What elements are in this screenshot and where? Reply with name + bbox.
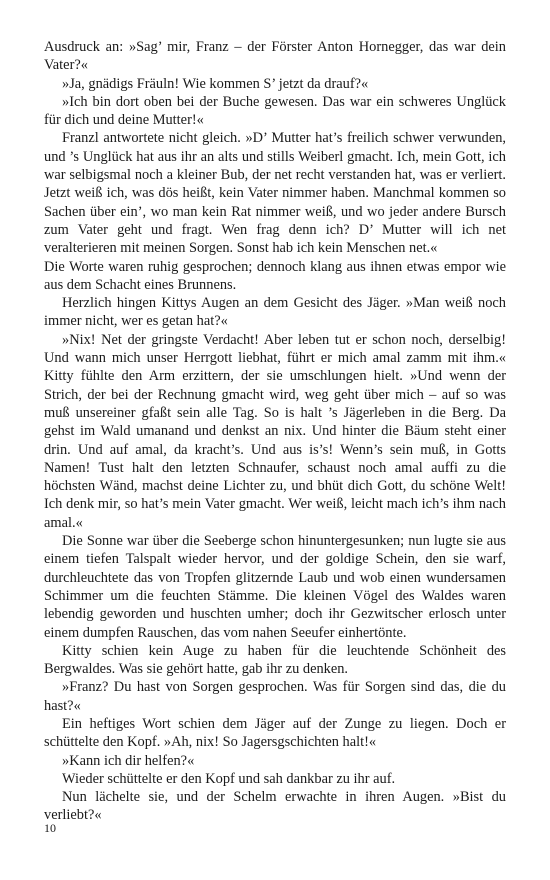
- page-number: 10: [44, 821, 56, 835]
- paragraph: Herzlich hingen Kittys Augen an dem Gesicht des Jäger. »Man weiß noch immer nicht, wer es getan hat?«: [44, 295, 506, 330]
- paragraph: Wieder schüttelte er den Kopf und sah dankbar zu ihr auf.: [62, 770, 396, 787]
- paragraph: »Ich bin dort oben bei der Buche gewesen. Das war ein schweres Unglück für dich und deine Mutter!«: [44, 93, 506, 129]
- book-page-text: [44, 38, 506, 825]
- paragraph: »Franz? Du hast von Sorgen gesprochen. Was für Sorgen sind das, die du hast?«: [44, 679, 506, 714]
- paragraph: Die Worte waren ruhig gesprochen; dennoch klang aus ihnen etwas empor wie aus dem Schacht eines Brunnens.: [44, 258, 506, 293]
- paragraph: Kitty schien kein Auge zu haben für die leuchtende Schönheit des Bergwaldes. Was sie gehört hatte, gab ihr zu denken.: [44, 642, 506, 678]
- paragraph: Ein heftiges Wort schien dem Jäger auf der Zunge zu liegen. Doch er schüttelte den Kopf. »Ah, nix! So Jagersgschichten halt!«: [44, 715, 506, 751]
- paragraph: »Ja, gnädigs Fräuln! Wie kommen S’ jetzt da drauf?«: [62, 75, 369, 92]
- paragraph: »Kann ich dir helfen?«: [62, 752, 195, 769]
- paragraph: Die Sonne war über die Seeberge schon hinuntergesunken; nun lugte sie aus einem tiefen Talspalt wieder hervor, und der goldige Schein, den sie warf, durchleuchtete das von Tropfen glitzernde Laub und wob einen wundersamen Schimmer um die feuchten Stämme. Die kleinen Vögel des Waldes waren lebendig geworden und huschten umher; doch ihr Gezwitscher erlosch unter einem dumpfen Rauschen, das vom nahen Seeufer einhertönte.: [44, 533, 506, 641]
- paragraph: Ausdruck an: »Sag’ mir, Franz – der Förster Anton Hornegger, das war dein Vater?«: [44, 39, 506, 74]
- paragraph: Franzl antwortete nicht gleich. »D’ Mutter hat’s freilich schwer verwunden, und ’s Unglück hat aus ihr an alts und stills Weiberl gmacht. Ich, mein Gott, ich war selbigsmal noch a kleiner Bub, der net recht verstanden hat, was er verliert. Jetzt weiß ich, was dös heißt, kein Vater nimmer haben. Manchmal kommen so Sachen über ein’, wo man kein Rat nimmer weiß, und wo jeder andere Bursch zum Vater geht und fragt. Wen frag denn ich? D’ Mutter will ich net veralterieren mit meinen Sorgen. Sonst hab ich kein Menschen net.«: [44, 130, 506, 257]
- paragraph: Nun lächelte sie, und der Schelm erwachte in ihren Augen. »Bist du verliebt?«: [44, 789, 506, 824]
- paragraph: »Nix! Net der gringste Verdacht! Aber leben tut er schon noch, derselbig! Und wann mich unser Herrgott liebhat, führt er mich amal zamm mit ihm.« Kitty fühlte den Arm erzittern, der sie umschlungen hielt. »Und wenn der Strich, der bei der Rechnung gmacht wird, weg geht über mich – auf so was muß unsereiner gfaßt sein alle Tag. So is halt ’s Jägerleben in die Berg. Da gehst im Wald umanand und denkst an nix. Und hinter die Bäum steht einer drin. Und auf amal, da kracht’s. Und aus is’s! Wenn’s sein muß, in Gotts Namen! Tust halt den letzten Schnaufer, schaust noch amal auffi zu die höchsten Wänd, machst deine Lichter zu, und bhüt dich Gott, du schöne Welt! Ich denk mir, so hat’s mein Vater gmacht. Wer weiß, leicht mach ich’s ihm nach amal.«: [44, 331, 506, 531]
